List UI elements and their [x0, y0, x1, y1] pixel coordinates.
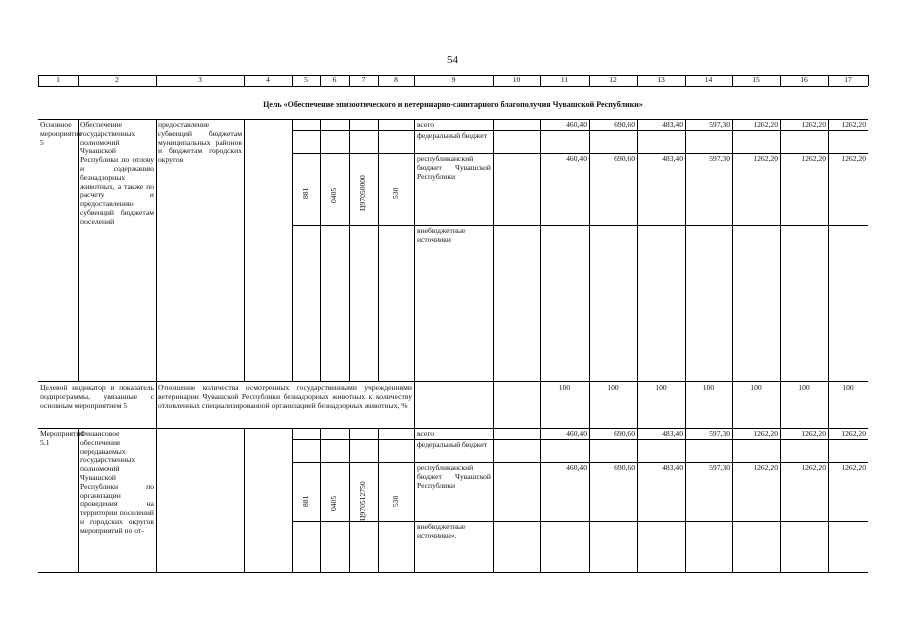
column-divider [378, 428, 379, 572]
block2-source-label: всего [417, 429, 435, 438]
block1-total-value: 1262,20 [841, 120, 866, 129]
block2-republic-value: 690,60 [614, 463, 635, 472]
block1-source-label: республиканский бюджет Чувашской Республики [417, 154, 491, 181]
indicator-value: 100 [842, 383, 854, 392]
block1-source-label: федеральный бюджет [417, 131, 487, 140]
block1-republic-value: 1262,20 [801, 154, 826, 163]
indicator-label: Целевой индикатор и показатель подпрограммы, увязанные с основным мероприятием 5 [40, 383, 154, 410]
block1-code-rzpr: 0405 [329, 187, 338, 203]
block1-republic-value: 1262,20 [841, 154, 866, 163]
column-number: 7 [361, 75, 366, 84]
column-number: 10 [512, 75, 521, 84]
column-number: 15 [752, 75, 760, 84]
block2-republic-value: 483,40 [662, 463, 683, 472]
column-divider [780, 428, 781, 572]
block1-republic-value: 597,30 [709, 154, 730, 163]
block1-total-value: 1262,20 [753, 120, 778, 129]
block1-code-grbs: 881 [301, 187, 310, 199]
block2-total-value: 460,40 [566, 429, 587, 438]
header-row-border [38, 86, 868, 87]
column-number: 8 [394, 75, 398, 84]
block1-total-value: 690,60 [614, 120, 635, 129]
block2-status: Мероприятие 5.1 [40, 429, 84, 447]
column-number: 6 [332, 75, 337, 84]
block2-republic-value: 1262,20 [753, 463, 778, 472]
block2-total-value: 690,60 [614, 429, 635, 438]
column-divider [244, 119, 245, 381]
block2-source-label: внебюджетные источники». [417, 522, 466, 540]
column-divider [828, 428, 829, 572]
column-number: 14 [704, 75, 713, 84]
block1-status: Основное мероприятие 5 [40, 120, 82, 147]
block2-republic-value: 1262,20 [841, 463, 866, 472]
block2-code-rzpr: 0405 [329, 495, 338, 511]
indicator-value: 100 [798, 383, 810, 392]
column-number: 3 [198, 75, 202, 84]
column-number: 13 [657, 75, 665, 84]
column-divider [493, 381, 494, 428]
block2-source-label: федеральный бюджет [417, 440, 487, 449]
column-divider [292, 428, 293, 572]
block2-code-grbs: 881 [301, 495, 310, 507]
column-divider [349, 428, 350, 572]
indicator-value: 100 [750, 383, 762, 392]
budget-table [38, 75, 868, 575]
block2-code-csr: Ц970512750 [358, 481, 367, 521]
column-number: 12 [609, 75, 617, 84]
column-divider [732, 428, 733, 572]
column-divider [156, 428, 157, 572]
column-divider [320, 428, 321, 572]
column-number: 16 [800, 75, 808, 84]
column-divider [414, 119, 415, 381]
indicator-bottom-border [38, 428, 868, 429]
block2-republic-value: 460,40 [566, 463, 587, 472]
block1-republic-value: 483,40 [662, 154, 683, 163]
column-number: 5 [304, 75, 308, 84]
column-number: 1 [56, 75, 60, 84]
block1-source-label: внебюджетные источники [417, 226, 466, 244]
column-divider [589, 428, 590, 572]
column-divider [244, 428, 245, 572]
column-divider [685, 428, 686, 572]
indicator-text: Отношение количества осмотренных государственными учреждениями ветеринарии Чувашской Республики безнадзорных животных к количеству отловленных специализированной организацией безнадзорных животных, % [158, 383, 412, 410]
block1-total-value: 1262,20 [801, 120, 826, 129]
column-number: 17 [844, 75, 852, 84]
block1-name: Обеспечение государственных полномочий Чувашской Республики по отлову и содержанию безнадзорных животных, а также по расчету и предоставлению субвенций бюджетам поселений [80, 120, 154, 226]
block2-republic-value: 1262,20 [801, 463, 826, 472]
column-divider [414, 428, 415, 572]
column-divider [637, 428, 638, 572]
block1-target: предоставление субвенций бюджетам муниципальных районов и бюджетам городских округов [158, 120, 242, 165]
block2-total-value: 1262,20 [753, 429, 778, 438]
block2-total-value: 483,40 [662, 429, 683, 438]
column-divider [156, 119, 157, 381]
indicator-value: 100 [558, 383, 571, 392]
block2-total-value: 1262,20 [801, 429, 826, 438]
column-divider [493, 119, 494, 381]
column-divider [156, 381, 157, 428]
block2-total-value: 1262,20 [841, 429, 866, 438]
block1-code-csr: Ц97050000 [358, 175, 367, 211]
column-divider [540, 428, 541, 572]
column-divider [414, 381, 415, 428]
column-divider [292, 119, 293, 381]
block1-bottom-border [38, 381, 868, 382]
block1-code-vr: 530 [391, 187, 400, 199]
indicator-value: 100 [655, 383, 667, 392]
column-number: 2 [115, 75, 119, 84]
column-number: 4 [266, 75, 270, 84]
block1-republic-value: 1262,20 [753, 154, 778, 163]
column-number: 9 [451, 75, 456, 84]
block1-total-value: 460,40 [566, 120, 587, 129]
goal-heading: Цель «Обеспечение эпизоотического и ветеринарно-санитарного благополучия Чувашской Республики» [263, 100, 643, 109]
block2-code-vr: 530 [391, 495, 400, 507]
block1-total-value: 597,30 [709, 120, 730, 129]
column-divider [493, 428, 494, 572]
column-divider [78, 428, 79, 572]
block2-republic-value: 597,30 [709, 463, 730, 472]
page-number: 54 [447, 54, 458, 66]
block2-source-label: республиканский бюджет Чувашской Республики [417, 463, 491, 490]
column-divider [868, 75, 869, 86]
column-divider [378, 119, 379, 381]
indicator-value: 100 [607, 383, 619, 392]
column-divider [349, 119, 350, 381]
table-border-bottom [38, 572, 868, 573]
column-divider [320, 119, 321, 381]
indicator-value: 100 [702, 383, 715, 392]
block2-name: Финансовое обеспечение передаваемых государственных полномочий Чувашской Республики по организации проведения на территории поселений и городских округов мероприятий по от- [80, 429, 154, 535]
column-divider [78, 119, 79, 381]
block1-republic-value: 690,60 [614, 154, 635, 163]
block2-total-value: 597,30 [709, 429, 730, 438]
block1-republic-value: 460,40 [566, 154, 587, 163]
column-number: 11 [560, 75, 569, 84]
block1-source-label: всего [417, 120, 435, 129]
block1-total-value: 483,40 [662, 120, 683, 129]
